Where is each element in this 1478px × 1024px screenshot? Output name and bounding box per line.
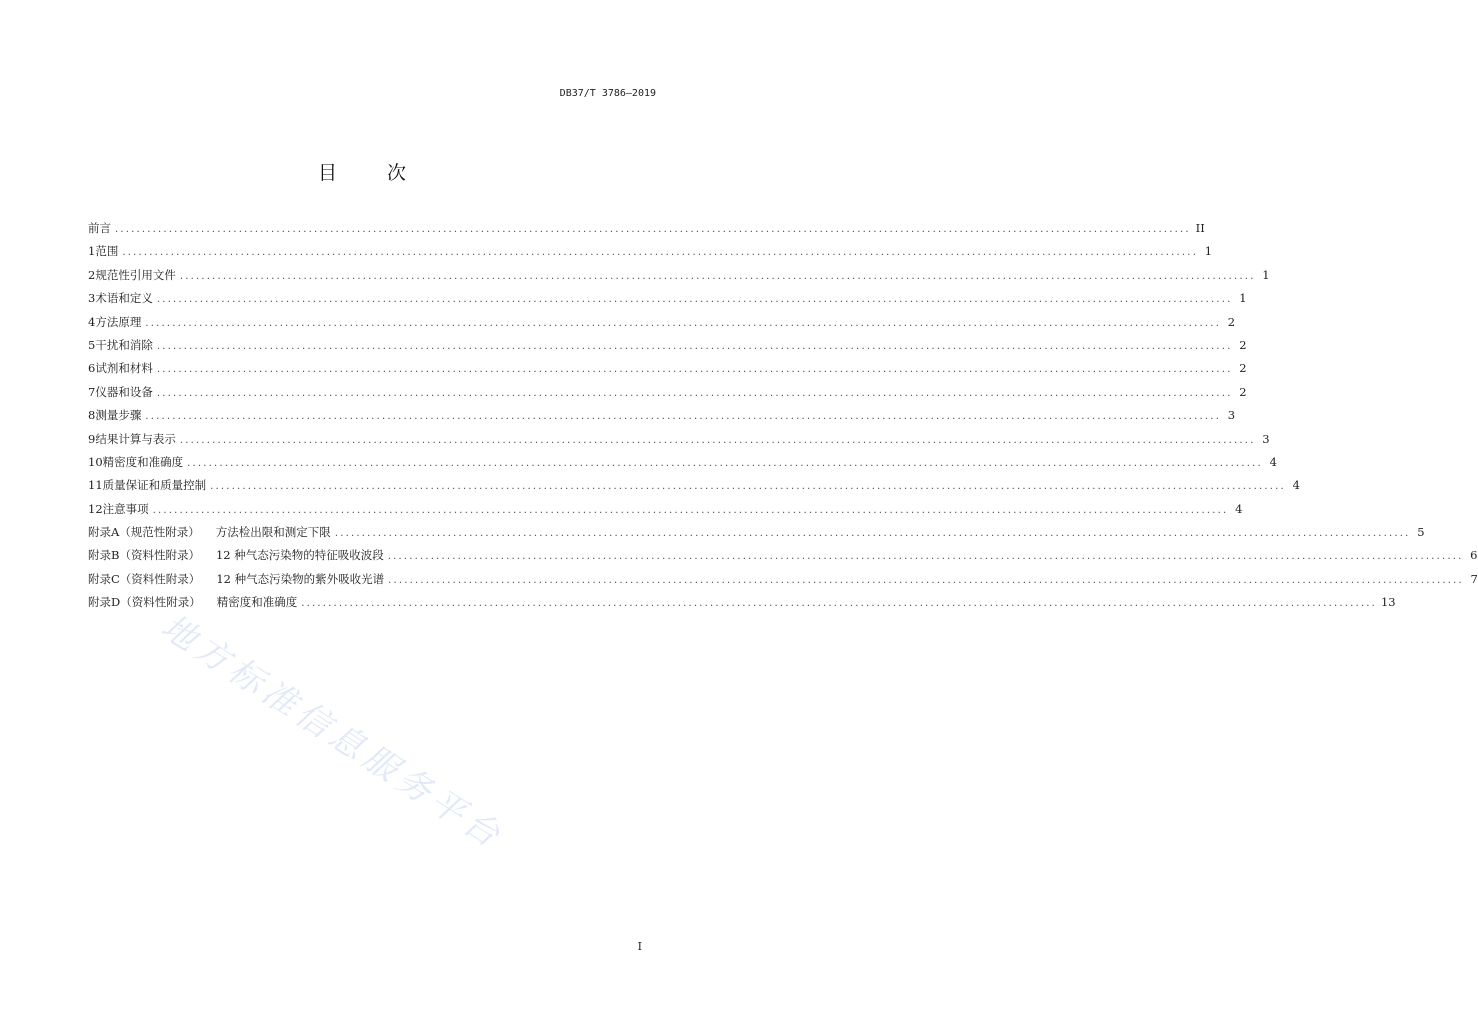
toc-entry-label: 试剂和材料 <box>95 361 153 376</box>
toc-entry-page: 5 <box>1417 525 1425 540</box>
toc-entry-label: 仪器和设备 <box>95 384 153 399</box>
toc-dot-leader: ........................................................................................................................................................................................................ <box>210 481 1286 493</box>
toc-entry[interactable] <box>88 477 1300 500</box>
toc-dot-leader: ........................................................................................................................................................................................................ <box>152 504 1229 516</box>
toc-entry-label: 术语和定义 <box>95 291 153 306</box>
toc-entry-label: 干扰和消除 <box>95 337 153 352</box>
watermark-text: 地方标准信息服务平台 <box>153 606 512 859</box>
toc-entry[interactable] <box>88 431 1270 454</box>
toc-entry-number: 8 <box>88 408 96 423</box>
page-title: 目 次 <box>317 162 429 184</box>
toc-dot-leader: ........................................................................................................................................................................................................ <box>145 317 1222 329</box>
toc-entry-number: 7 <box>88 384 96 399</box>
toc-entry-label: 精密度和准确度 <box>216 595 298 610</box>
toc-entry[interactable] <box>88 314 1236 337</box>
toc-entry-page: 3 <box>1262 431 1270 446</box>
toc-entry-page: II <box>1195 221 1205 235</box>
toc-entry[interactable] <box>88 594 1396 617</box>
toc-dot-leader: ........................................................................................................................................................................................................ <box>179 270 1256 282</box>
toc-entry-number: 附录A（规范性附录） <box>88 525 200 540</box>
toc-entry-label: 方法检出限和测定下限 <box>215 525 331 540</box>
toc-entry[interactable] <box>88 524 1425 547</box>
toc-entry-number: 6 <box>88 361 96 376</box>
toc-dot-leader: ........................................................................................................................................................................................................ <box>187 457 1263 469</box>
table-of-contents <box>88 220 1478 618</box>
toc-entry-page: 2 <box>1227 314 1236 329</box>
toc-dot-leader: ........................................................................................................................................................................................................ <box>301 598 1377 610</box>
toc-entry-number: 附录C（资料性附录） <box>88 571 201 586</box>
toc-entry-page: 1 <box>1262 267 1270 282</box>
toc-entry-label: 规范性引用文件 <box>95 267 176 282</box>
toc-entry-label: 方法原理 <box>95 314 142 329</box>
toc-dot-leader: ........................................................................................................................................................................................................ <box>334 528 1411 540</box>
toc-entry[interactable] <box>88 407 1236 430</box>
toc-entry-number: 12 <box>88 501 103 516</box>
toc-entry-page: 1 <box>1239 291 1247 306</box>
toc-entry-label: 结果计算与表示 <box>95 431 176 446</box>
toc-entry-page: 4 <box>1235 501 1243 516</box>
toc-entry[interactable] <box>88 501 1243 524</box>
toc-entry-page: 2 <box>1239 361 1247 376</box>
toc-entry-number: 3 <box>88 291 96 306</box>
toc-entry-page: 6 <box>1470 548 1478 563</box>
toc-entry-number: 附录D（资料性附录） <box>88 595 201 610</box>
toc-entry-number: 4 <box>88 314 96 329</box>
toc-entry-label: 12 种气态污染物的紫外吸收光谱 <box>216 571 385 586</box>
toc-entry-label: 范围 <box>95 244 119 259</box>
toc-entry-page: 13 <box>1380 595 1396 610</box>
toc-entry[interactable] <box>88 220 1205 243</box>
toc-entry-page: 2 <box>1239 337 1247 352</box>
toc-dot-leader: ........................................................................................................................................................................................................ <box>145 411 1222 423</box>
toc-entry-page: 7 <box>1470 571 1478 586</box>
toc-entry[interactable] <box>88 267 1270 290</box>
document-code: DB37/T 3786—2019 <box>559 88 656 99</box>
toc-dot-leader: ........................................................................................................................................................................................................ <box>179 434 1256 446</box>
toc-entry-page: 4 <box>1292 478 1300 493</box>
toc-entry-label: 前言 <box>88 221 111 235</box>
toc-entry-label: 质量保证和质量控制 <box>102 478 207 493</box>
toc-entry[interactable] <box>88 290 1247 313</box>
toc-entry-label: 注意事项 <box>102 501 149 516</box>
toc-entry-label: 精密度和准确度 <box>102 454 184 469</box>
toc-dot-leader: ........................................................................................................................................................................................................ <box>388 574 1464 586</box>
toc-entry-label: 测量步骤 <box>95 408 142 423</box>
toc-entry-page: 2 <box>1239 384 1247 399</box>
toc-entry[interactable] <box>88 337 1247 360</box>
toc-entry-label: 12 种气态污染物的特征吸收波段 <box>215 548 384 563</box>
toc-entry[interactable] <box>88 547 1478 570</box>
toc-entry[interactable] <box>88 360 1247 383</box>
toc-entry-page: 1 <box>1204 244 1213 259</box>
toc-dot-leader: ........................................................................................................................................................................................................ <box>387 551 1464 563</box>
toc-entry-number: 5 <box>88 337 96 352</box>
toc-entry-page: 4 <box>1269 454 1277 469</box>
toc-dot-leader: ........................................................................................................................................................................................................ <box>122 247 1199 259</box>
toc-entry[interactable] <box>88 571 1478 594</box>
page-number: I <box>637 940 642 953</box>
toc-dot-leader: ........................................................................................................................................................................................................ <box>156 364 1233 376</box>
toc-entry-number: 9 <box>88 431 96 446</box>
toc-dot-leader: ........................................................................................................................................................................................................ <box>156 294 1233 306</box>
toc-dot-leader: ........................................................................................................................................................................................................ <box>115 224 1191 235</box>
toc-entry-number: 2 <box>88 267 96 282</box>
toc-dot-leader: ........................................................................................................................................................................................................ <box>156 340 1233 352</box>
toc-entry-number: 附录B（资料性附录） <box>88 548 200 563</box>
toc-entry-number: 1 <box>88 244 96 259</box>
toc-entry[interactable] <box>88 243 1213 266</box>
toc-entry[interactable] <box>88 384 1247 407</box>
toc-entry-number: 11 <box>88 478 103 493</box>
toc-entry-number: 10 <box>88 454 103 469</box>
toc-entry-page: 3 <box>1227 408 1236 423</box>
toc-entry[interactable] <box>88 454 1277 477</box>
toc-dot-leader: ........................................................................................................................................................................................................ <box>156 387 1233 399</box>
